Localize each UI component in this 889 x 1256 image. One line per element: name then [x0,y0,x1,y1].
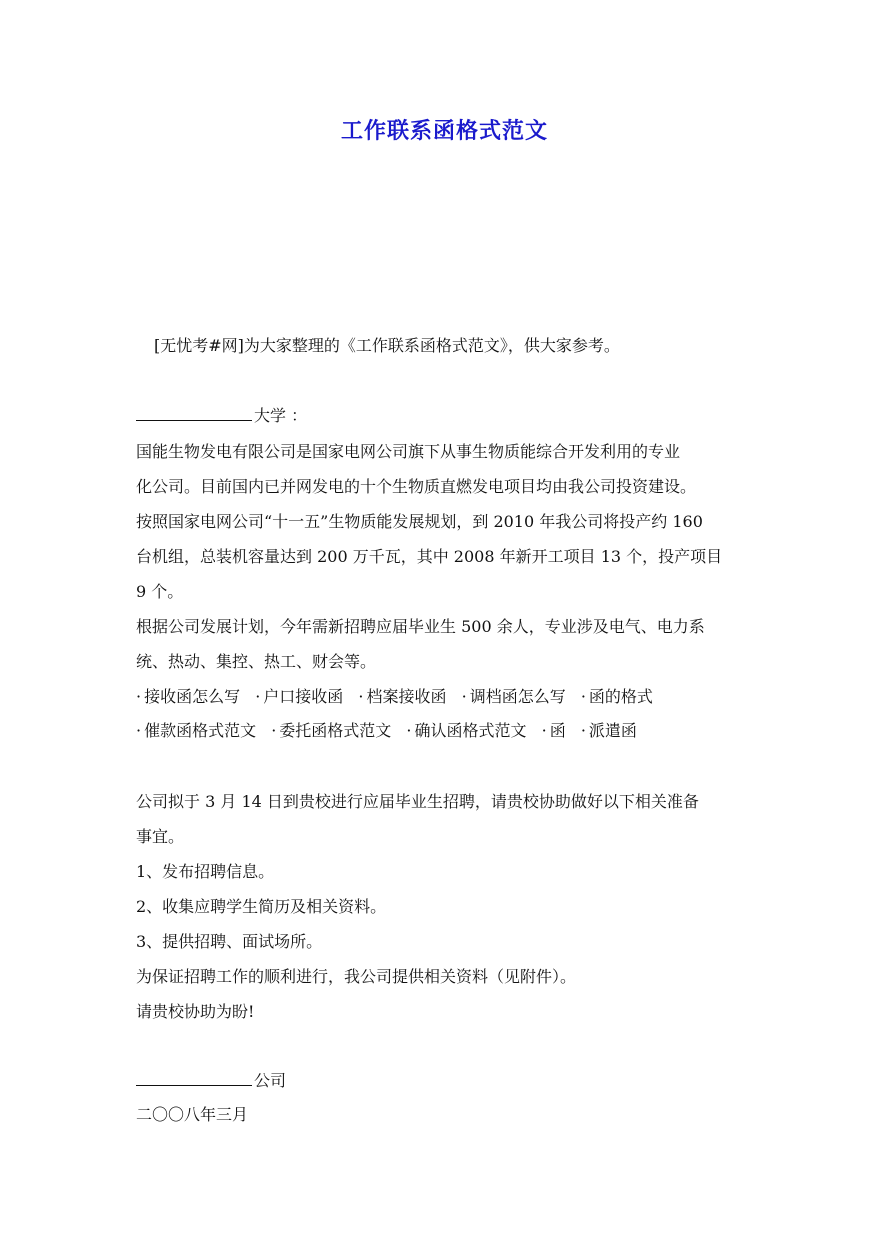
salutation-blank-line [136,403,252,421]
document-date: 二〇〇八年三月 [136,1105,249,1124]
related-link[interactable]: · 档案接收函 [358,687,447,706]
salutation-suffix: 大学 ： [254,406,308,425]
body-line-2: 化公司。目前国内已并网发电的十个生物质直燃发电项目均由我公司投资建设。 [136,477,697,496]
body-line-5: 9 个。 [136,582,184,601]
related-link[interactable]: · 函 [541,721,566,740]
body-line-1: 国能生物发电有限公司是国家电网公司旗下从事生物质能综合开发利用的专业 [136,442,681,461]
related-link[interactable]: · 户口接收函 [255,687,344,706]
body2-line-6: 为保证招聘工作的顺利进行，我公司提供相关资料（见附件）。 [136,967,577,986]
related-link[interactable]: · 委托函格式范文 [271,721,392,740]
signature-blank-line [136,1068,252,1086]
body2-line-1: 公司拟于 3 月 14 日到贵校进行应届毕业生招聘，请贵校协助做好以下相关准备 [136,792,699,811]
salutation [136,403,307,428]
signature-suffix: 公司 [254,1071,287,1090]
related-link[interactable]: · 函的格式 [580,687,653,706]
body-line-3: 按照国家电网公司“十一五”生物质能发展规划，到 2010 年我公司将投产约 160 [136,512,703,531]
related-link[interactable]: · 接收函怎么写 [136,687,241,706]
related-links-row-2 [136,719,647,743]
body2-line-2: 事宜。 [136,827,185,846]
body-line-4: 台机组，总装机容量达到 200 万千瓦，其中 2008 年新开工项目 13 个，投产项目 [136,547,723,566]
document-title: 工作联系函格式范文 [340,118,548,144]
related-link[interactable]: · 派遣函 [580,721,637,740]
body2-line-5: 3、提供招聘、面试场所。 [136,932,323,951]
body2-line-4: 2、收集应聘学生简历及相关资料。 [136,897,387,916]
body2-line-3: 1、发布招聘信息。 [136,862,275,881]
body2-line-7: 请贵校协助为盼! [136,1002,255,1021]
intro-text: [无忧考#网]为大家整理的《工作联系函格式范文》，供大家参考。 [154,336,620,355]
related-links-row-1 [136,685,663,709]
related-link[interactable]: · 确认函格式范文 [406,721,527,740]
body-line-7: 统、热动、集控、热工、财会等。 [136,652,377,671]
related-link[interactable]: · 催款函格式范文 [136,721,257,740]
body-line-6: 根据公司发展计划，今年需新招聘应届毕业生 500 余人，专业涉及电气、电力系 [136,617,705,636]
signature [136,1068,286,1093]
related-link[interactable]: · 调档函怎么写 [461,687,566,706]
